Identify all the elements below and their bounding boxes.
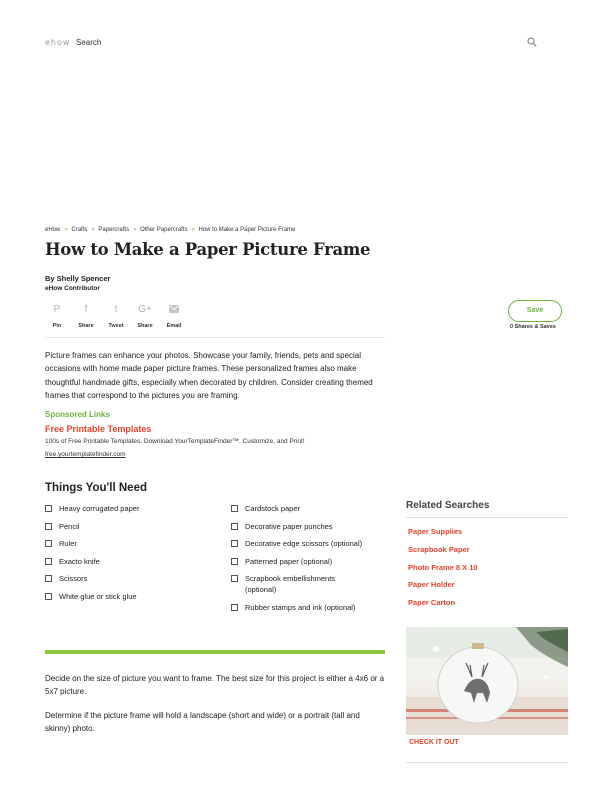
breadcrumb-separator: » — [133, 227, 137, 233]
share-tweet-label: Tweet — [108, 323, 124, 329]
supply-checkbox[interactable] — [231, 523, 238, 530]
sponsored-ad-title-link[interactable]: Free Printable Templates — [45, 424, 152, 434]
breadcrumb-item-papercrafts[interactable]: Papercrafts — [98, 227, 130, 233]
supply-label: Rubber stamps and ink (optional) — [245, 602, 356, 612]
supply-item[interactable] — [45, 591, 195, 602]
supply-checkbox[interactable] — [45, 558, 52, 565]
breadcrumb — [45, 227, 298, 233]
supply-item[interactable] — [231, 602, 366, 613]
supply-item[interactable] — [231, 573, 366, 595]
supply-checkbox[interactable] — [45, 575, 52, 582]
supply-item[interactable] — [231, 521, 366, 532]
step-paragraph: Decide on the size of picture you want to frame. The best size for this project is either a 4x6 or a 5x7 picture. — [45, 674, 385, 697]
related-search-link[interactable]: Scrapbook Paper — [408, 545, 470, 554]
author-role: eHow Contributor — [45, 285, 100, 292]
breadcrumb-item-crafts[interactable]: Crafts — [71, 227, 88, 233]
share-facebook-button[interactable] — [74, 302, 98, 329]
supply-item[interactable] — [45, 573, 195, 584]
facebook-icon: f — [84, 304, 88, 315]
supply-label: Patterned paper (optional) — [245, 556, 333, 566]
breadcrumb-item-ehow[interactable]: eHow — [45, 227, 61, 233]
supplies-list-left — [45, 503, 195, 608]
google-plus-icon: G+ — [138, 304, 152, 315]
search-label[interactable]: Search — [76, 38, 102, 47]
supply-item[interactable] — [231, 538, 366, 549]
supply-item[interactable] — [231, 503, 366, 514]
sponsored-ad-description: 100s of Free Printable Templates. Download YourTemplateFinder™. Customize, and Print! — [45, 438, 305, 445]
breadcrumb-separator: » — [64, 227, 68, 233]
breadcrumb-item-other-papercrafts[interactable]: Other Papercrafts — [140, 227, 188, 233]
supply-item[interactable] — [45, 556, 195, 567]
supply-label: Scrapbook embellishments (optional) — [245, 574, 336, 594]
supply-checkbox[interactable] — [45, 505, 52, 512]
site-logo[interactable]: ehow — [45, 38, 71, 47]
author-name[interactable]: By Shelly Spencer — [45, 274, 111, 283]
supply-label: Cardstock paper — [245, 504, 301, 513]
supply-checkbox[interactable] — [231, 540, 238, 547]
related-search-link[interactable]: Paper Holder — [408, 580, 455, 589]
supply-label: White glue or stick glue — [59, 591, 137, 601]
promo-image — [406, 627, 568, 735]
supply-item[interactable] — [45, 538, 195, 549]
site-header — [0, 0, 613, 80]
things-needed-heading: Things You'll Need — [45, 482, 147, 494]
promo-card[interactable] — [406, 627, 568, 763]
promo-cta-link[interactable]: CHECK IT OUT — [409, 739, 459, 746]
section-divider — [45, 650, 385, 654]
supply-item[interactable] — [231, 556, 366, 567]
save-button[interactable]: Save — [508, 300, 562, 322]
step-paragraph: Determine if the picture frame will hold a landscape (short and wide) or a portrait (tall and skinny) photo. — [45, 711, 360, 734]
share-toolbar — [45, 302, 385, 338]
supply-item[interactable] — [45, 521, 195, 532]
share-facebook-label: Share — [78, 323, 94, 329]
supply-item[interactable] — [45, 503, 195, 514]
supply-label: Decorative paper punches — [245, 521, 333, 531]
share-pin-label: Pin — [52, 323, 62, 329]
related-search-link[interactable]: Paper Supplies — [408, 527, 463, 536]
supply-label: Heavy corrugated paper — [59, 504, 140, 513]
supply-label: Decorative edge scissors (optional) — [245, 539, 363, 548]
breadcrumb-separator: » — [91, 227, 95, 233]
supply-checkbox[interactable] — [231, 505, 238, 512]
supply-checkbox[interactable] — [231, 604, 238, 611]
supplies-list-right — [231, 503, 366, 619]
search-icon[interactable] — [527, 37, 537, 47]
supply-checkbox[interactable] — [45, 540, 52, 547]
related-search-link[interactable]: Paper Carton — [408, 598, 456, 607]
supply-checkbox[interactable] — [45, 523, 52, 530]
share-email-label: Email — [166, 323, 182, 329]
share-email-button[interactable] — [162, 302, 186, 329]
pinterest-icon: P — [53, 304, 61, 315]
share-google-plus-button[interactable] — [133, 302, 157, 329]
breadcrumb-separator: » — [191, 227, 195, 233]
intro-paragraph: Picture frames can enhance your photos. Showcase your family, friends, pets and special occasions with home made paper picture frames. These personalized frames also make thoughtful handmade gifts, especially when decorated by children. Consider creating themed frames that correspond to the pictures you are framing. — [45, 351, 373, 400]
sponsored-ad-url-link[interactable]: free.yourtemplatefinder.com — [45, 451, 126, 458]
share-tweet-button[interactable] — [104, 302, 128, 329]
supply-label: Exacto knife — [59, 556, 100, 566]
page-title: How to Make a Paper Picture Frame — [45, 240, 371, 259]
share-pin-button[interactable] — [45, 302, 69, 329]
ornament-illustration — [406, 627, 568, 735]
supply-label: Ruler — [59, 539, 77, 548]
supply-checkbox[interactable] — [45, 593, 52, 600]
related-search-link[interactable]: Photo Frame 8 X 10 — [408, 563, 478, 572]
twitter-icon: t — [114, 304, 118, 315]
supply-checkbox[interactable] — [231, 558, 238, 565]
supply-label: Scissors — [59, 574, 88, 583]
related-divider — [406, 517, 568, 518]
breadcrumb-item-current: How to Make a Paper Picture Frame — [198, 227, 296, 233]
sponsored-label: Sponsored Links — [45, 410, 110, 419]
save-count: 0 Shares & Saves — [510, 324, 556, 330]
email-icon — [162, 302, 186, 318]
related-searches-heading: Related Searches — [406, 500, 490, 511]
supply-label: Pencil — [59, 521, 80, 531]
supply-checkbox[interactable] — [231, 575, 238, 582]
share-google-plus-label: Share — [137, 323, 153, 329]
